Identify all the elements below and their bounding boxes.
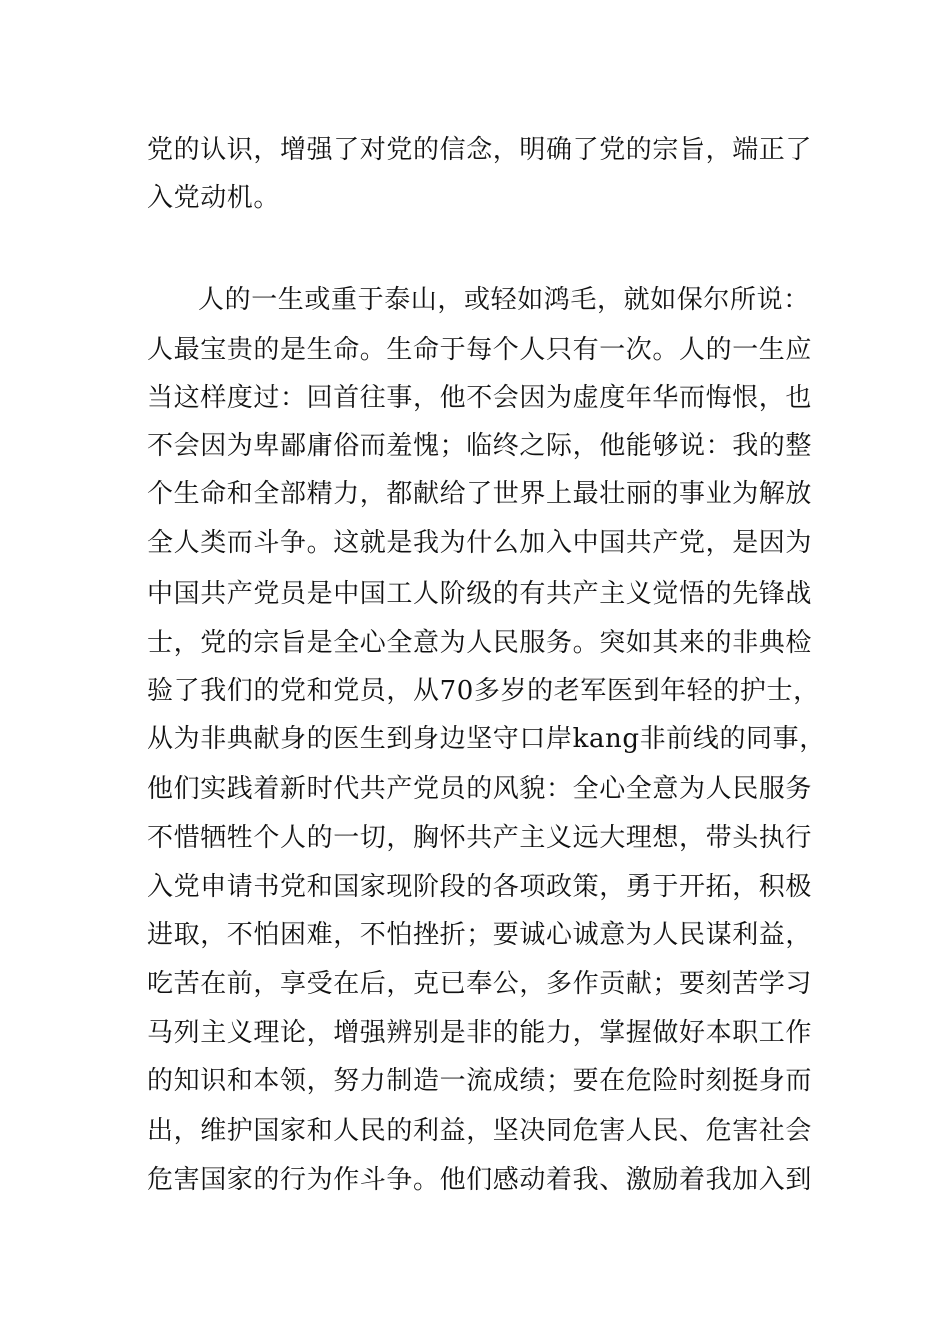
paragraph-2-line-10: 从为非典献身的医生到身边坚守口岸kang非前线的同事， [147, 724, 826, 754]
paragraph-2-line-14: 进取，不怕困难，不怕挫折；要诚心诚意为人民谋利益， [147, 920, 813, 950]
paragraph-1-line-2: 入党动机。 [147, 183, 281, 213]
paragraph-2-line-7: 中国共产党员是中国工人阶级的有共产主义觉悟的先锋战 [147, 579, 813, 609]
paragraph-2-line-9: 验了我们的党和党员，从70多岁的老军医到年轻的护士， [147, 676, 820, 706]
paragraph-2-line-15: 吃苦在前，享受在后，克已奉公，多作贡献；要刻苦学习 [147, 969, 813, 999]
paragraph-2-line-18: 出，维护国家和人民的利益，坚决同危害人民、危害社会 [147, 1116, 813, 1146]
paragraph-2-line-5: 个生命和全部精力，都献给了世界上最壮丽的事业为解放 [147, 479, 813, 509]
paragraph-2-line-6: 全人类而斗争。这就是我为什么加入中国共产党，是因为 [147, 528, 813, 558]
paragraph-2-line-3: 当这样度过：回首往事，他不会因为虚度年华而悔恨，也 [147, 383, 813, 413]
paragraph-2-line-4: 不会因为卑鄙庸俗而羞愧；临终之际，他能够说：我的整 [147, 431, 813, 461]
paragraph-2-line-13: 入党申请书党和国家现阶段的各项政策，勇于开拓，积极 [147, 872, 813, 902]
paragraph-2-line-2: 人最宝贵的是生命。生命于每个人只有一次。人的一生应 [147, 335, 813, 365]
paragraph-2-line-17: 的知识和本领，努力制造一流成绩；要在危险时刻挺身而 [147, 1066, 813, 1096]
paragraph-2-line-12: 不惜牺牲个人的一切，胸怀共产主义远大理想，带头执行 [147, 823, 813, 853]
paragraph-2-line-16: 马列主义理论，增强辨别是非的能力，掌握做好本职工作 [147, 1018, 813, 1048]
paragraph-2-line-1: 人的一生或重于泰山，或轻如鸿毛，就如保尔所说： [198, 285, 810, 315]
paragraph-1-line-1: 党的认识，增强了对党的信念，明确了党的宗旨，端正了 [147, 135, 813, 165]
paragraph-2-line-19: 危害国家的行为作斗争。他们感动着我、激励着我加入到 [147, 1165, 813, 1195]
paragraph-2-line-8: 士，党的宗旨是全心全意为人民服务。突如其来的非典检 [147, 628, 813, 658]
paragraph-2-line-11: 他们实践着新时代共产党员的风貌：全心全意为人民服务 [147, 774, 813, 804]
